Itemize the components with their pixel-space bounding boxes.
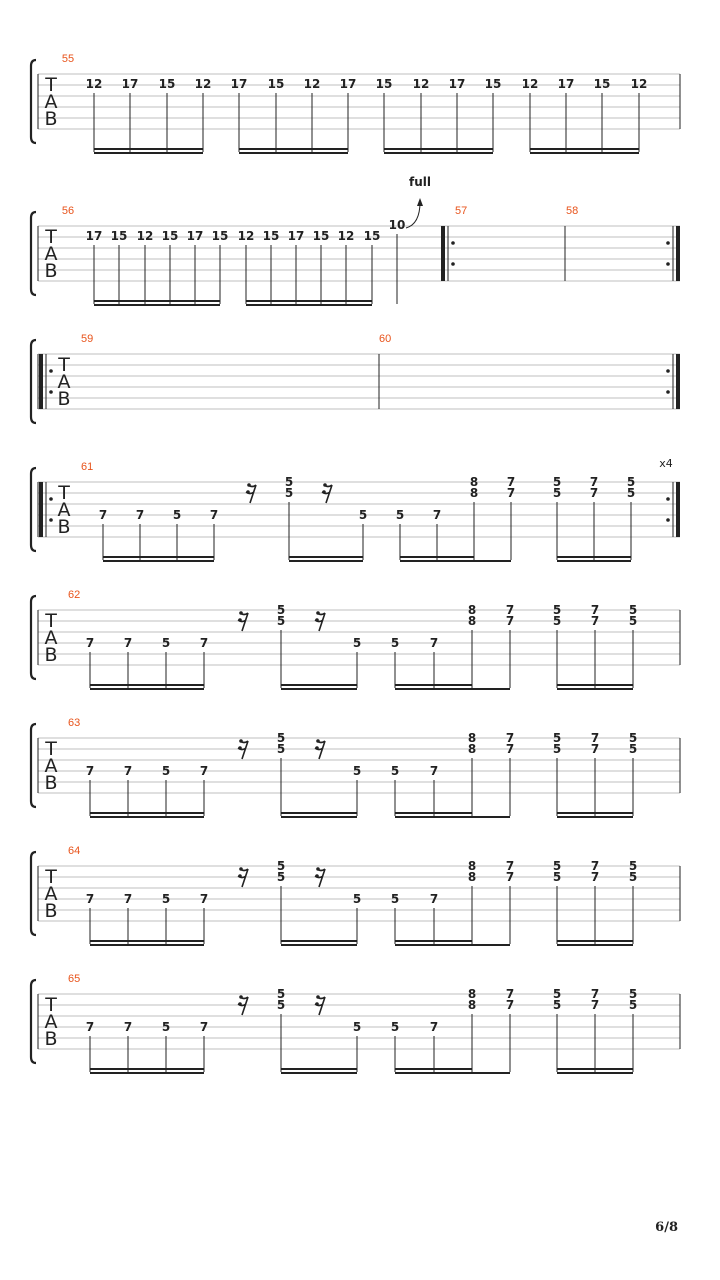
fret-number: 7 bbox=[590, 998, 600, 1012]
rest-dot bbox=[316, 611, 320, 615]
measure-number: 58 bbox=[566, 205, 579, 217]
sixteenth-rest bbox=[315, 869, 325, 887]
fret-number: 15 bbox=[262, 229, 280, 243]
sixteenth-beam bbox=[90, 688, 204, 690]
fret-number: 5 bbox=[276, 998, 286, 1012]
fret-number: 5 bbox=[552, 603, 562, 617]
tab-letter-b: B bbox=[44, 260, 58, 282]
fret-number: 12 bbox=[194, 77, 212, 91]
fret-number: 7 bbox=[429, 636, 439, 650]
fret-number: 5 bbox=[552, 475, 562, 489]
tab-letter-t: T bbox=[45, 866, 57, 888]
fret-number: 17 bbox=[85, 229, 103, 243]
fret-number: 7 bbox=[199, 1020, 209, 1034]
repeat-dot bbox=[49, 497, 53, 501]
rest-dot bbox=[246, 490, 250, 494]
repeat-count: x4 bbox=[659, 457, 673, 470]
fret-number: 7 bbox=[123, 636, 133, 650]
fret-number: 12 bbox=[136, 229, 154, 243]
fret-number: 15 bbox=[267, 77, 285, 91]
sixteenth-beam bbox=[557, 812, 633, 814]
fret-number: 5 bbox=[276, 987, 286, 1001]
system-64 bbox=[31, 845, 680, 946]
measure-number: 56 bbox=[61, 205, 75, 217]
eighth-beam bbox=[395, 944, 510, 946]
fret-number: 8 bbox=[467, 998, 477, 1012]
sixteenth-beam bbox=[557, 940, 633, 942]
sixteenth-beam bbox=[281, 684, 357, 686]
repeat-end-thick bbox=[676, 354, 680, 409]
fret-number: 17 bbox=[557, 77, 575, 91]
tab-letter-a: A bbox=[44, 1011, 58, 1033]
fret-number: 7 bbox=[85, 892, 95, 906]
system-56 bbox=[31, 175, 680, 306]
fret-number: 5 bbox=[161, 1020, 171, 1034]
system-bracket bbox=[31, 980, 36, 1063]
tab-letter-b: B bbox=[44, 772, 58, 794]
fret-number: 12 bbox=[521, 77, 539, 91]
fret-number: 5 bbox=[552, 859, 562, 873]
sixteenth-beam bbox=[281, 940, 357, 942]
fret-number: 5 bbox=[172, 508, 182, 522]
sixteenth-beam bbox=[94, 300, 220, 302]
fret-number: 5 bbox=[628, 742, 638, 756]
fret-number: 5 bbox=[390, 764, 400, 778]
sixteenth-beam bbox=[281, 1072, 357, 1074]
sixteenth-beam bbox=[90, 812, 204, 814]
rest-dot bbox=[239, 867, 243, 871]
fret-number: 7 bbox=[590, 614, 600, 628]
tab-letter-t: T bbox=[58, 482, 70, 504]
tab-letter-t: T bbox=[45, 610, 57, 632]
fret-number: 5 bbox=[390, 636, 400, 650]
repeat-dot bbox=[666, 241, 670, 245]
fret-number: 5 bbox=[552, 998, 562, 1012]
fret-number: 5 bbox=[552, 742, 562, 756]
fret-number: 5 bbox=[552, 614, 562, 628]
fret-number: 5 bbox=[352, 636, 362, 650]
tab-letter-a: A bbox=[44, 755, 58, 777]
sixteenth-beam bbox=[94, 148, 203, 150]
fret-number: 7 bbox=[505, 603, 515, 617]
sixteenth-beam bbox=[94, 152, 203, 154]
sixteenth-rest bbox=[246, 485, 256, 503]
measure-number: 65 bbox=[68, 973, 81, 985]
fret-number: 5 bbox=[352, 892, 362, 906]
repeat-dot bbox=[666, 369, 670, 373]
sixteenth-beam bbox=[90, 684, 204, 686]
sixteenth-beam bbox=[395, 1068, 472, 1070]
repeat-dot bbox=[666, 497, 670, 501]
fret-number: 5 bbox=[395, 508, 405, 522]
fret-number: 5 bbox=[626, 475, 636, 489]
repeat-end-thick bbox=[676, 226, 680, 281]
rest-dot bbox=[323, 483, 327, 487]
fret-number: 8 bbox=[467, 742, 477, 756]
fret-number: 8 bbox=[467, 603, 477, 617]
fret-number: 15 bbox=[110, 229, 128, 243]
tab-letter-b: B bbox=[44, 1028, 58, 1050]
fret-number: 7 bbox=[85, 636, 95, 650]
system-bracket bbox=[31, 468, 36, 551]
fret-number: 15 bbox=[312, 229, 330, 243]
fret-number: 5 bbox=[358, 508, 368, 522]
fret-number: 12 bbox=[303, 77, 321, 91]
fret-number: 5 bbox=[628, 998, 638, 1012]
sixteenth-beam bbox=[90, 816, 204, 818]
repeat-start-thick bbox=[39, 482, 43, 537]
fret-number: 5 bbox=[276, 731, 286, 745]
sixteenth-beam bbox=[281, 1068, 357, 1070]
sixteenth-beam bbox=[530, 148, 639, 150]
fret-number: 7 bbox=[209, 508, 219, 522]
sixteenth-rest bbox=[238, 613, 248, 631]
fret-number: 5 bbox=[161, 636, 171, 650]
sixteenth-beam bbox=[90, 1072, 204, 1074]
sixteenth-beam bbox=[557, 1068, 633, 1070]
system-bracket bbox=[31, 596, 36, 679]
fret-number: 5 bbox=[390, 892, 400, 906]
fret-number: 5 bbox=[352, 1020, 362, 1034]
rest-dot bbox=[239, 611, 243, 615]
repeat-dot bbox=[666, 390, 670, 394]
fret-number: 17 bbox=[287, 229, 305, 243]
system-62 bbox=[31, 589, 680, 690]
sixteenth-beam bbox=[400, 556, 474, 558]
fret-number: 7 bbox=[590, 987, 600, 1001]
fret-number: 5 bbox=[552, 870, 562, 884]
tab-letter-b: B bbox=[44, 108, 58, 130]
sixteenth-beam bbox=[246, 300, 372, 302]
fret-number: 5 bbox=[284, 486, 294, 500]
fret-number: 12 bbox=[630, 77, 648, 91]
fret-number: 5 bbox=[628, 870, 638, 884]
repeat-dot bbox=[451, 241, 455, 245]
fret-number: 5 bbox=[276, 859, 286, 873]
fret-number: 8 bbox=[467, 987, 477, 1001]
sixteenth-beam bbox=[103, 556, 214, 558]
fret-number: 17 bbox=[230, 77, 248, 91]
fret-number: 7 bbox=[85, 764, 95, 778]
fret-number: 7 bbox=[590, 603, 600, 617]
fret-number: 12 bbox=[337, 229, 355, 243]
fret-number: 8 bbox=[467, 614, 477, 628]
sixteenth-beam bbox=[384, 148, 493, 150]
system-bracket bbox=[31, 60, 36, 143]
measure-number: 62 bbox=[68, 589, 81, 601]
fret-number: 7 bbox=[505, 742, 515, 756]
measure-number: 63 bbox=[68, 717, 81, 729]
fret-number: 12 bbox=[85, 77, 103, 91]
system-bracket bbox=[31, 212, 36, 295]
sixteenth-beam bbox=[557, 688, 633, 690]
sixteenth-beam bbox=[239, 148, 348, 150]
fret-number: 5 bbox=[626, 486, 636, 500]
fret-number: 8 bbox=[467, 731, 477, 745]
repeat-dot bbox=[451, 262, 455, 266]
fret-number: 15 bbox=[593, 77, 611, 91]
repeat-start-thick bbox=[39, 354, 43, 409]
fret-number: 5 bbox=[390, 1020, 400, 1034]
fret-number: 7 bbox=[123, 764, 133, 778]
tab-letter-a: A bbox=[44, 627, 58, 649]
rest-dot bbox=[322, 490, 326, 494]
system-bracket bbox=[31, 724, 36, 807]
sixteenth-beam bbox=[384, 152, 493, 154]
fret-number: 7 bbox=[429, 892, 439, 906]
sixteenth-rest bbox=[238, 997, 248, 1015]
sixteenth-beam bbox=[281, 944, 357, 946]
fret-number: 7 bbox=[429, 764, 439, 778]
fret-number: 5 bbox=[284, 475, 294, 489]
sixteenth-rest bbox=[322, 485, 332, 503]
rest-dot bbox=[316, 739, 320, 743]
rest-dot bbox=[315, 618, 319, 622]
fret-number: 7 bbox=[505, 870, 515, 884]
fret-number: 17 bbox=[121, 77, 139, 91]
system-65 bbox=[31, 973, 680, 1074]
fret-number: 8 bbox=[469, 475, 479, 489]
fret-number: 5 bbox=[161, 764, 171, 778]
bend-label: full bbox=[409, 175, 431, 189]
fret-number: 15 bbox=[161, 229, 179, 243]
fret-number: 5 bbox=[161, 892, 171, 906]
sixteenth-beam bbox=[530, 152, 639, 154]
sixteenth-beam bbox=[557, 944, 633, 946]
sixteenth-beam bbox=[281, 816, 357, 818]
fret-number: 7 bbox=[123, 1020, 133, 1034]
eighth-beam bbox=[400, 560, 511, 562]
page-number: 6/8 bbox=[655, 1220, 678, 1235]
system-59 bbox=[31, 333, 680, 423]
sixteenth-beam bbox=[395, 940, 472, 942]
repeat-end-thick bbox=[676, 482, 680, 537]
fret-number: 5 bbox=[276, 603, 286, 617]
repeat-dot bbox=[49, 369, 53, 373]
fret-number: 7 bbox=[590, 731, 600, 745]
eighth-beam bbox=[395, 1072, 510, 1074]
repeat-dot bbox=[49, 390, 53, 394]
fret-number: 17 bbox=[186, 229, 204, 243]
tab-letter-t: T bbox=[45, 994, 57, 1016]
sixteenth-beam bbox=[90, 944, 204, 946]
sixteenth-rest bbox=[315, 997, 325, 1015]
fret-number: 8 bbox=[467, 870, 477, 884]
bend-arrowhead bbox=[417, 198, 423, 206]
measure-number: 55 bbox=[61, 53, 75, 65]
sixteenth-beam bbox=[90, 1068, 204, 1070]
rest-dot bbox=[315, 874, 319, 878]
eighth-beam bbox=[395, 816, 510, 818]
sixteenth-beam bbox=[557, 556, 631, 558]
sixteenth-rest bbox=[315, 741, 325, 759]
measure-number: 59 bbox=[81, 333, 94, 345]
fret-number: 7 bbox=[135, 508, 145, 522]
system-bracket bbox=[31, 340, 36, 423]
sixteenth-beam bbox=[557, 816, 633, 818]
fret-number: 7 bbox=[590, 859, 600, 873]
fret-number: 7 bbox=[505, 859, 515, 873]
fret-number: 7 bbox=[199, 764, 209, 778]
repeat-dot bbox=[666, 518, 670, 522]
fret-number: 7 bbox=[123, 892, 133, 906]
fret-number: 15 bbox=[484, 77, 502, 91]
fret-number: 5 bbox=[628, 987, 638, 1001]
fret-number: 15 bbox=[375, 77, 393, 91]
sixteenth-beam bbox=[281, 812, 357, 814]
fret-number: 7 bbox=[589, 475, 599, 489]
tab-letter-t: T bbox=[45, 738, 57, 760]
fret-number: 17 bbox=[448, 77, 466, 91]
sixteenth-beam bbox=[289, 560, 363, 562]
measure-number: 64 bbox=[68, 845, 81, 857]
sixteenth-beam bbox=[557, 1072, 633, 1074]
tab-letter-a: A bbox=[57, 499, 71, 521]
rest-dot bbox=[316, 867, 320, 871]
tab-letter-a: A bbox=[44, 91, 58, 113]
sixteenth-beam bbox=[395, 812, 472, 814]
fret-number: 17 bbox=[339, 77, 357, 91]
fret-number: 15 bbox=[158, 77, 176, 91]
fret-number: 7 bbox=[505, 614, 515, 628]
fret-number: 8 bbox=[469, 486, 479, 500]
measure-number: 61 bbox=[81, 461, 94, 473]
fret-number: 5 bbox=[628, 859, 638, 873]
repeat-dot bbox=[666, 262, 670, 266]
sixteenth-rest bbox=[238, 869, 248, 887]
sixteenth-beam bbox=[94, 304, 220, 306]
fret-number: 5 bbox=[628, 603, 638, 617]
tab-letter-t: T bbox=[58, 354, 70, 376]
measure-number: 57 bbox=[455, 205, 468, 217]
tab-letter-b: B bbox=[44, 900, 58, 922]
fret-number: 7 bbox=[429, 1020, 439, 1034]
fret-number: 12 bbox=[412, 77, 430, 91]
fret-number: 7 bbox=[505, 987, 515, 1001]
system-bracket bbox=[31, 852, 36, 935]
repeat-dot bbox=[49, 518, 53, 522]
rest-dot bbox=[238, 874, 242, 878]
fret-number: 15 bbox=[363, 229, 381, 243]
tab-letter-a: A bbox=[57, 371, 71, 393]
eighth-beam bbox=[395, 688, 510, 690]
sixteenth-beam bbox=[90, 940, 204, 942]
fret-number: 12 bbox=[237, 229, 255, 243]
fret-number: 7 bbox=[432, 508, 442, 522]
sixteenth-beam bbox=[289, 556, 363, 558]
sixteenth-rest bbox=[238, 741, 248, 759]
fret-number: 5 bbox=[276, 742, 286, 756]
rest-dot bbox=[315, 1002, 319, 1006]
sixteenth-beam bbox=[103, 560, 214, 562]
sixteenth-beam bbox=[557, 684, 633, 686]
fret-number: 7 bbox=[85, 1020, 95, 1034]
fret-number: 7 bbox=[199, 636, 209, 650]
fret-number: 5 bbox=[276, 870, 286, 884]
tab-letter-a: A bbox=[44, 243, 58, 265]
fret-number: 15 bbox=[211, 229, 229, 243]
rest-dot bbox=[238, 618, 242, 622]
rest-dot bbox=[238, 746, 242, 750]
fret-number: 5 bbox=[352, 764, 362, 778]
rest-dot bbox=[239, 739, 243, 743]
fret-number: 7 bbox=[506, 475, 516, 489]
fret-number: 7 bbox=[590, 742, 600, 756]
fret-number: 7 bbox=[505, 998, 515, 1012]
fret-number: 7 bbox=[505, 731, 515, 745]
fret-number-bent: 10 bbox=[388, 218, 406, 232]
fret-number: 5 bbox=[552, 731, 562, 745]
system-63 bbox=[31, 717, 680, 818]
sixteenth-beam bbox=[246, 304, 372, 306]
sixteenth-rest bbox=[315, 613, 325, 631]
fret-number: 5 bbox=[552, 987, 562, 1001]
fret-number: 5 bbox=[628, 731, 638, 745]
repeat-start-thick bbox=[441, 226, 445, 281]
rest-dot bbox=[247, 483, 251, 487]
fret-number: 5 bbox=[276, 614, 286, 628]
tab-letter-b: B bbox=[57, 516, 71, 538]
measure-number: 60 bbox=[379, 333, 392, 345]
sixteenth-beam bbox=[281, 688, 357, 690]
rest-dot bbox=[316, 995, 320, 999]
fret-number: 5 bbox=[552, 486, 562, 500]
rest-dot bbox=[239, 995, 243, 999]
fret-number: 8 bbox=[467, 859, 477, 873]
fret-number: 7 bbox=[506, 486, 516, 500]
tab-letter-b: B bbox=[57, 388, 71, 410]
tab-letter-b: B bbox=[44, 644, 58, 666]
fret-number: 7 bbox=[98, 508, 108, 522]
sixteenth-beam bbox=[239, 152, 348, 154]
fret-number: 5 bbox=[628, 614, 638, 628]
fret-number: 7 bbox=[590, 870, 600, 884]
sixteenth-beam bbox=[557, 560, 631, 562]
sixteenth-beam bbox=[395, 684, 472, 686]
rest-dot bbox=[238, 1002, 242, 1006]
system-55 bbox=[31, 53, 680, 154]
system-61 bbox=[31, 457, 680, 562]
fret-number: 7 bbox=[199, 892, 209, 906]
tab-letter-t: T bbox=[45, 226, 57, 248]
rest-dot bbox=[315, 746, 319, 750]
tab-letter-a: A bbox=[44, 883, 58, 905]
fret-number: 7 bbox=[589, 486, 599, 500]
tab-letter-t: T bbox=[45, 74, 57, 96]
